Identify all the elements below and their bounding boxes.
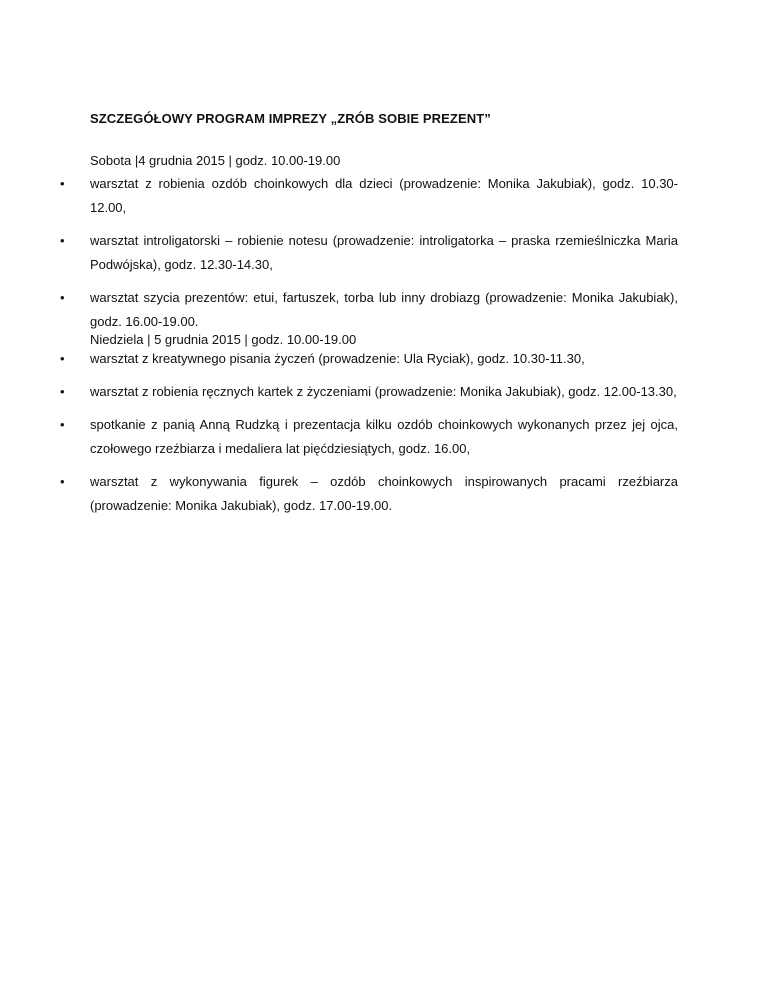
list-item-text: warsztat z robienia ręcznych kartek z życzeniami (prowadzenie: Monika Jakubiak), godz. 12.00-13.30, (90, 384, 677, 399)
list-item-text: warsztat szycia prezentów: etui, fartuszek, torba lub inny drobiazg (prowadzenie: Monika Jakubiak), godz. 16.00-19.00. (90, 290, 678, 329)
list-item (60, 470, 678, 518)
list-item-text: warsztat z kreatywnego pisania życzeń (prowadzenie: Ula Ryciak), godz. 10.30-11.30, (90, 351, 585, 366)
list-item (60, 229, 678, 277)
section-heading-saturday: Sobota |4 grudnia 2015 | godz. 10.00-19.00 (90, 153, 341, 168)
list-item-text: warsztat z robienia ozdób choinkowych dla dzieci (prowadzenie: Monika Jakubiak), godz. 10.30-12.00, (90, 176, 678, 215)
list-item (60, 380, 678, 404)
saturday-program-list (60, 172, 678, 343)
list-item (60, 347, 678, 371)
list-item (60, 286, 678, 334)
bullet-icon: • (60, 290, 65, 305)
bullet-icon: • (60, 351, 65, 366)
list-item (60, 413, 678, 461)
bullet-icon: • (60, 233, 65, 248)
list-item (60, 172, 678, 220)
bullet-icon: • (60, 384, 65, 399)
section-heading-sunday: Niedziela | 5 grudnia 2015 | godz. 10.00-19.00 (90, 332, 357, 347)
list-item-text: warsztat introligatorski – robienie notesu (prowadzenie: introligatorka – praska rzemieślniczka Maria Podwójska), godz. 12.30-14.30, (90, 233, 678, 272)
bullet-icon: • (60, 176, 65, 191)
list-item-text: spotkanie z panią Anną Rudzką i prezentacja kilku ozdób choinkowych wykonanych przez jej ojca, czołowego rzeźbiarza i medaliera lat pięćdziesiątych, godz. 16.00, (90, 417, 678, 456)
document-title: SZCZEGÓŁOWY PROGRAM IMPREZY „ZRÓB SOBIE PREZENT” (90, 111, 491, 126)
bullet-icon: • (60, 474, 65, 489)
bullet-icon: • (60, 417, 65, 432)
sunday-program-list (60, 347, 678, 527)
list-item-text: warsztat z wykonywania figurek – ozdób choinkowych inspirowanych pracami rzeźbiarza (prowadzenie: Monika Jakubiak), godz. 17.00-19.00. (90, 474, 678, 513)
